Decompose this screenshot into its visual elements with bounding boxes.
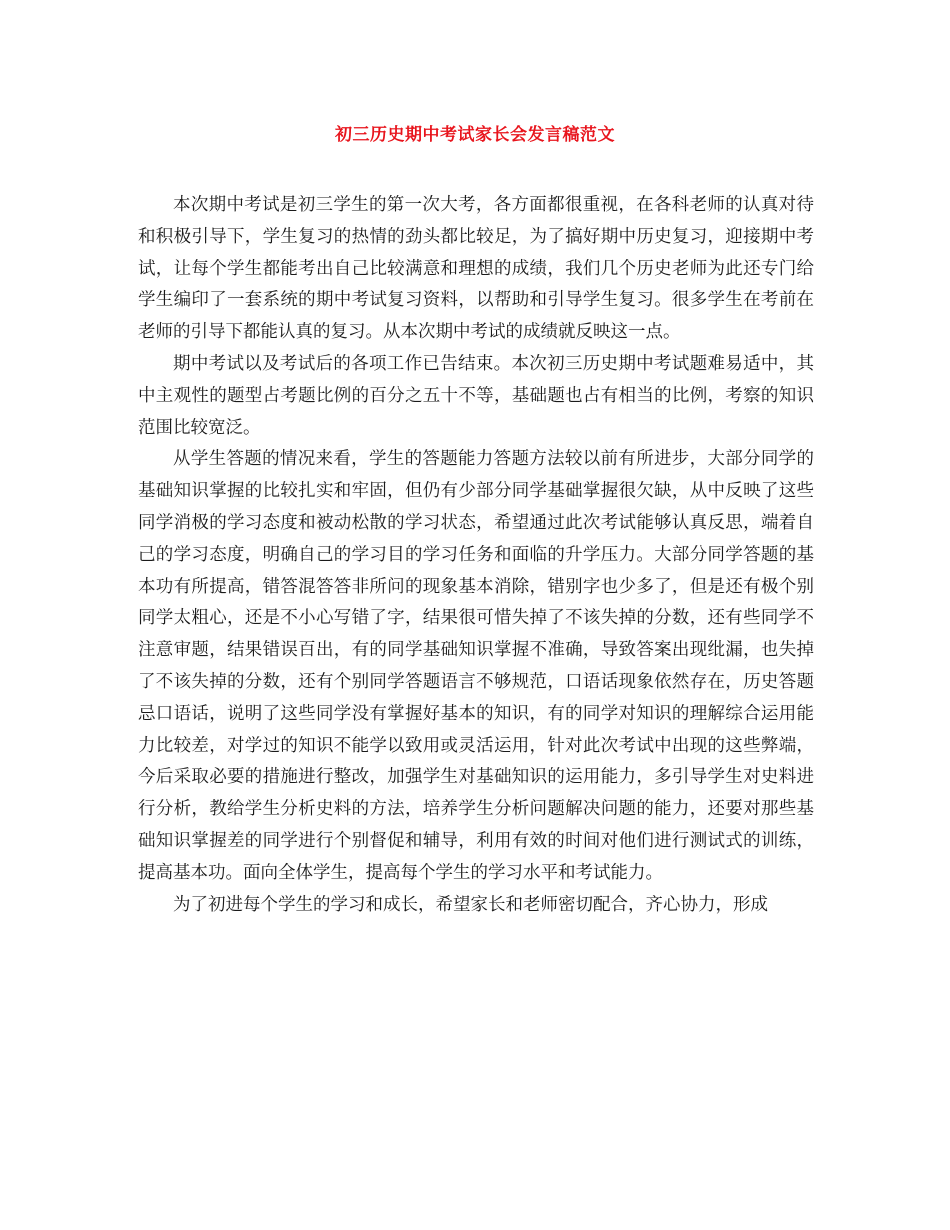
document-body bbox=[138, 190, 814, 921]
paragraph-4: 为了初进每个学生的学习和成长，希望家长和老师密切配合，齐心协力，形成 bbox=[173, 894, 768, 915]
paragraph-1: 本次期中考试是初三学生的第一次大考，各方面都很重视，在各科老师的认真对待和积极引导下，学生复习的热情的劲头都比较足，为了搞好期中历史复习，迎接期中考试，让每个学生都能考出自己比较满意和理想的成绩，我们几个历史老师为此还专门给学生编印了一套系统的期中考试复习资料，以帮助和引导学生复习。很多学生在考前在老师的引导下都能认真的复习。从本次期中考试的成绩就反映这一点。 bbox=[138, 195, 814, 343]
paragraph-2: 期中考试以及考试后的各项工作已告结束。本次初三历史期中考试题难易适中，其中主观性的题型占考题比例的百分之五十不等，基础题也占有相当的比例，考察的知识范围比较宽泛。 bbox=[138, 353, 814, 438]
document-title: 初三历史期中考试家长会发言稿范文 bbox=[335, 125, 615, 145]
paragraph-3: 从学生答题的情况来看，学生的答题能力答题方法较以前有所进步，大部分同学的基础知识掌握的比较扎实和牢固，但仍有少部分同学基础掌握很欠缺，从中反映了这些同学消极的学习态度和被动松散的学习状态，希望通过此次考试能够认真反思，端着自己的学习态度，明确自己的学习目的学习任务和面临的升学压力。大部分同学答题的基本功有所提高，错答混答答非所问的现象基本消除，错别字也少多了，但是还有极个别同学太粗心，还是不小心写错了字，结果很可惜失掉了不该失掉的分数，还有些同学不注意审题，结果错误百出，有的同学基础知识掌握不准确，导致答案出现纰漏，也失掉了不该失掉的分数，还有个别同学答题语言不够规范，口语话现象依然存在，历史答题忌口语话，说明了这些同学没有掌握好基本的知识，有的同学对知识的理解综合运用能力比较差，对学过的知识不能学以致用或灵活运用，针对此次考试中出现的这些弊端，今后采取必要的措施进行整改，加强学生对基础知识的运用能力，多引导学生对史料进行分析，教给学生分析史料的方法，培养学生分析问题解决问题的能力，还要对那些基础知识掌握差的同学进行个别督促和辅导，利用有效的时间对他们进行测试式的训练，提高基本功。面向全体学生，提高每个学生的学习水平和考试能力。 bbox=[138, 449, 814, 883]
